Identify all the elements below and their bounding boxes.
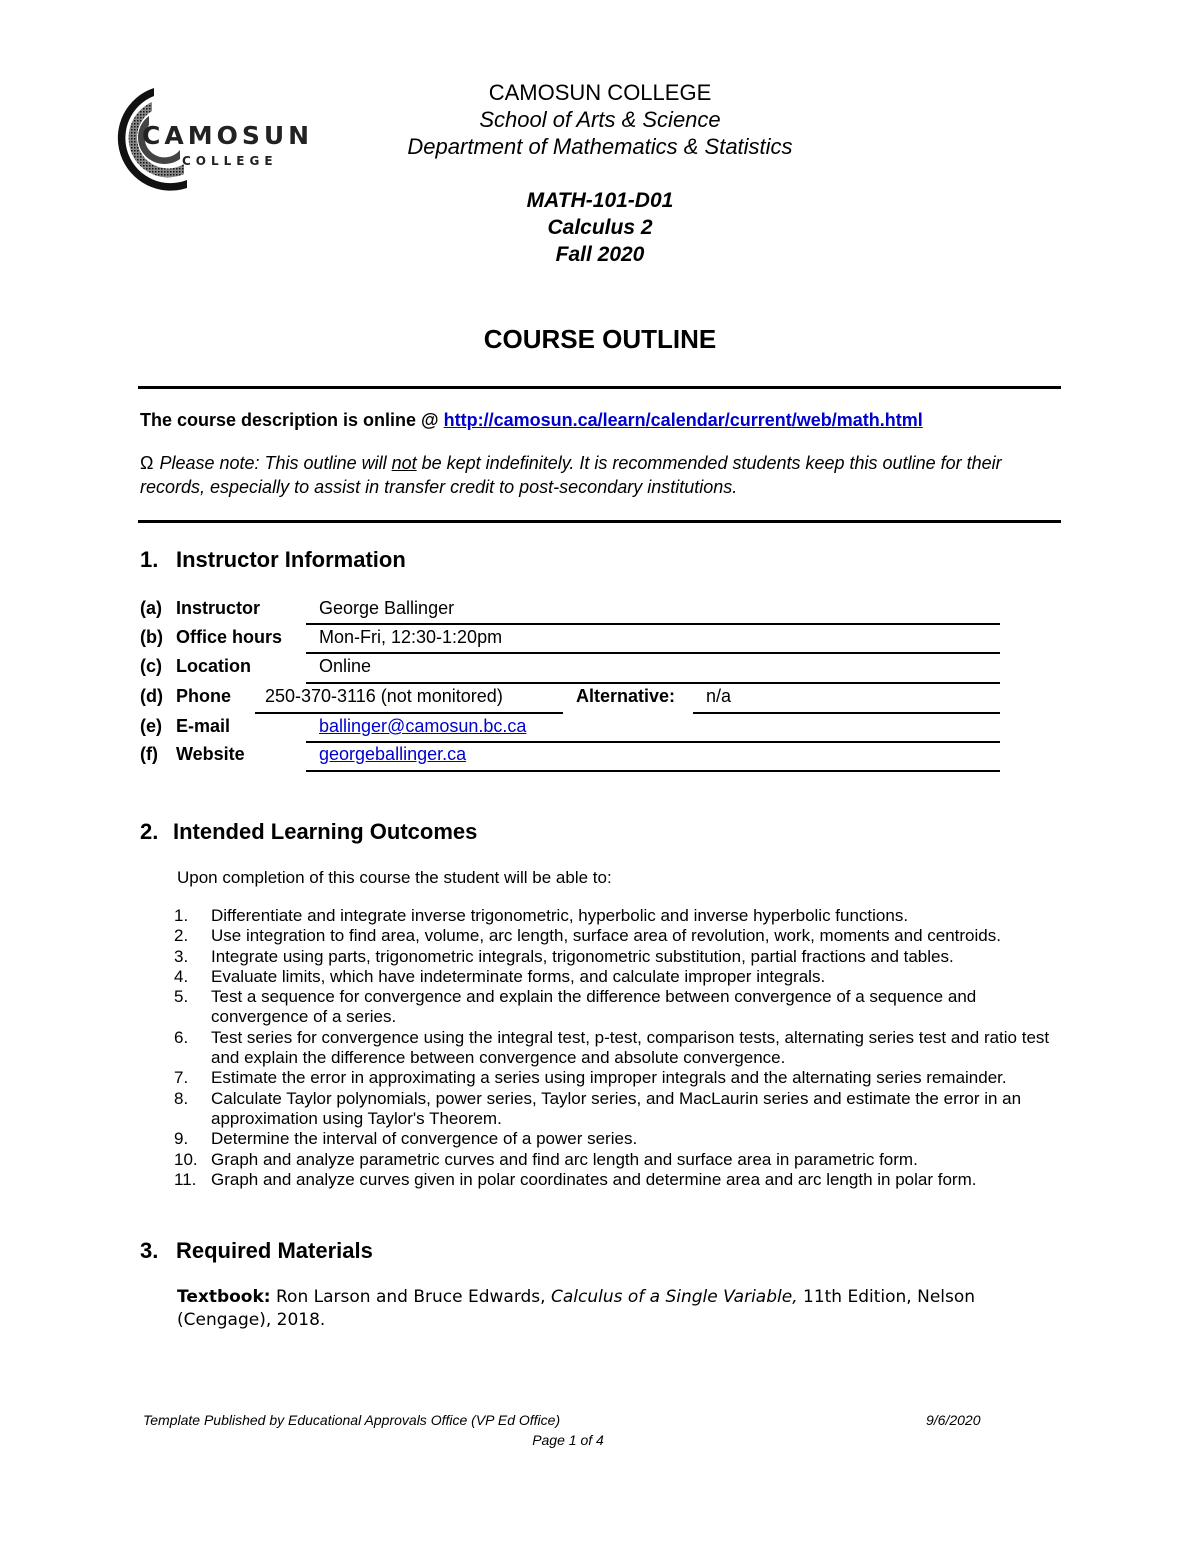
outcomes-list [174,906,1074,1190]
textbook-label: Textbook: [177,1287,271,1307]
row-label: Phone [176,686,232,706]
item-text: Differentiate and integrate inverse trigonometric, hyperbolic and inverse hyperbolic functions. [211,906,909,925]
textbook-title: Calculus of a Single Variable, [550,1287,798,1307]
section-title: Instructor Information [176,547,406,572]
item-number: 9. [174,1129,189,1149]
textbook-entry [177,1286,1057,1332]
course-name: Calculus 2 [547,216,653,239]
item-text: Test a sequence for convergence and explain the difference between convergence of a sequence and convergence of a series. [211,987,977,1027]
item-number: 8. [174,1088,189,1108]
office-hours-row [140,625,1000,654]
course-description-link[interactable]: http://camosun.ca/learn/calendar/current/web/math.html [443,410,923,430]
outline-note [140,451,1070,499]
logo-subtext: COLLEGE [182,154,278,168]
email-row [140,714,1000,743]
item-text: Integrate using parts, trigonometric integrals, trigonometric substitution, partial fractions and tables. [211,946,954,966]
list-item [174,1170,1074,1190]
omega-icon: Ω [140,453,154,473]
row-label: Website [176,744,245,764]
row-letter: (f) [140,744,158,764]
office-hours-value: Mon-Fri, 12:30-1:20pm [319,627,503,647]
department-name: Department of Mathematics & Statistics [407,134,793,159]
item-text: Evaluate limits, which have indeterminate forms, and calculate improper integrals. [211,966,826,986]
phone-row [140,684,1000,713]
item-number: 2. [174,926,189,946]
row-letter: (a) [140,598,162,618]
textbook-authors: Ron Larson and Bruce Edwards, [270,1287,551,1307]
section-number: 2. [140,819,159,844]
field-underline [306,770,1000,772]
course-code: MATH-101-D01 [526,189,674,212]
item-text: Use integration to find area, volume, arc length, surface area of revolution, work, moments and centroids. [211,926,1001,946]
item-number: 7. [174,1068,189,1088]
website-link[interactable]: georgeballinger.ca [319,744,467,764]
item-number: 1. [174,906,189,925]
note-text-not: not [391,453,417,473]
section-title: Required Materials [176,1238,373,1263]
note-text-pre: Please note: This outline will [159,453,392,473]
list-item [174,926,1074,946]
note-text-post: be kept indefinitely. It is recommended students keep this outline for their records, especially to assist in transfer credit to post-secondary institutions. [140,453,1002,497]
phone-value: 250-370-3116 (not monitored) [265,686,503,706]
location-value: Online [319,656,372,676]
location-row [140,654,1000,683]
list-item [174,1068,1074,1088]
section-outcomes-heading [140,819,477,845]
item-number: 3. [174,946,189,966]
website-row [140,742,1000,771]
list-item [174,947,1074,967]
item-number: 10. [174,1149,198,1169]
item-text: Calculate Taylor polynomials, power series, Taylor series, and MacLaurin series and estimate the error in an approximation using Taylor's Theorem. [211,1088,1022,1128]
row-letter: (e) [140,716,162,736]
item-number: 4. [174,966,189,986]
alternative-value: n/a [706,686,732,706]
section-materials-heading [140,1238,373,1264]
list-item [174,1150,1074,1170]
course-term: Fall 2020 [555,243,645,266]
school-name: School of Arts & Science [479,107,721,132]
section-number: 3. [140,1238,159,1263]
item-number: 5. [174,987,189,1007]
textbook-details: 11th Edition, Nelson (Cengage), 2018. [177,1287,976,1330]
email-link[interactable]: ballinger@camosun.bc.ca [319,716,527,736]
divider-bottom [138,520,1061,523]
instructor-row [140,596,1000,625]
college-name: CAMOSUN COLLEGE [488,80,712,105]
list-item [174,1089,1074,1130]
logo-wordmark: CAMOSUN [142,121,314,150]
list-item [174,1129,1074,1149]
footer-page-number: Page 1 of 4 [532,1432,604,1448]
row-letter: (b) [140,627,163,647]
section-title: Intended Learning Outcomes [173,819,478,844]
list-item [174,906,1074,926]
item-number: 6. [174,1027,189,1047]
footer-date: 9/6/2020 [926,1412,981,1428]
section-number: 1. [140,547,159,572]
item-text: Test series for convergence using the integral test, p-test, comparison tests, alternating series test and ratio test and explain the difference between convergence and absolute convergence. [211,1027,1050,1068]
row-label: Instructor [176,598,261,618]
instructor-name: George Ballinger [319,598,455,618]
outcomes-intro: Upon completion of this course the student will be able to: [177,868,612,887]
row-label: E-mail [176,716,231,736]
item-number: 11. [174,1169,197,1189]
item-text: Graph and analyze curves given in polar coordinates and determine area and arc length in polar form. [211,1169,977,1189]
alternative-label: Alternative: [576,686,676,706]
list-item [174,1028,1074,1069]
divider-top [138,386,1061,389]
row-letter: (c) [140,656,162,676]
item-text: Estimate the error in approximating a series using improper integrals and the alternating series remainder. [211,1068,1007,1088]
list-item [174,967,1074,987]
section-instructor-heading [140,547,406,573]
item-text: Graph and analyze parametric curves and find arc length and surface area in parametric form. [211,1149,918,1169]
item-text: Determine the interval of convergence of a power series. [211,1129,638,1149]
course-description [140,410,923,431]
footer-template: Template Published by Educational Approvals Office (VP Ed Office) [143,1412,561,1428]
page-title: COURSE OUTLINE [483,324,717,354]
course-description-label: The course description is online @ [140,410,439,430]
row-letter: (d) [140,686,163,706]
list-item [174,987,1074,1028]
row-label: Location [176,656,251,676]
row-label: Office hours [176,627,283,647]
